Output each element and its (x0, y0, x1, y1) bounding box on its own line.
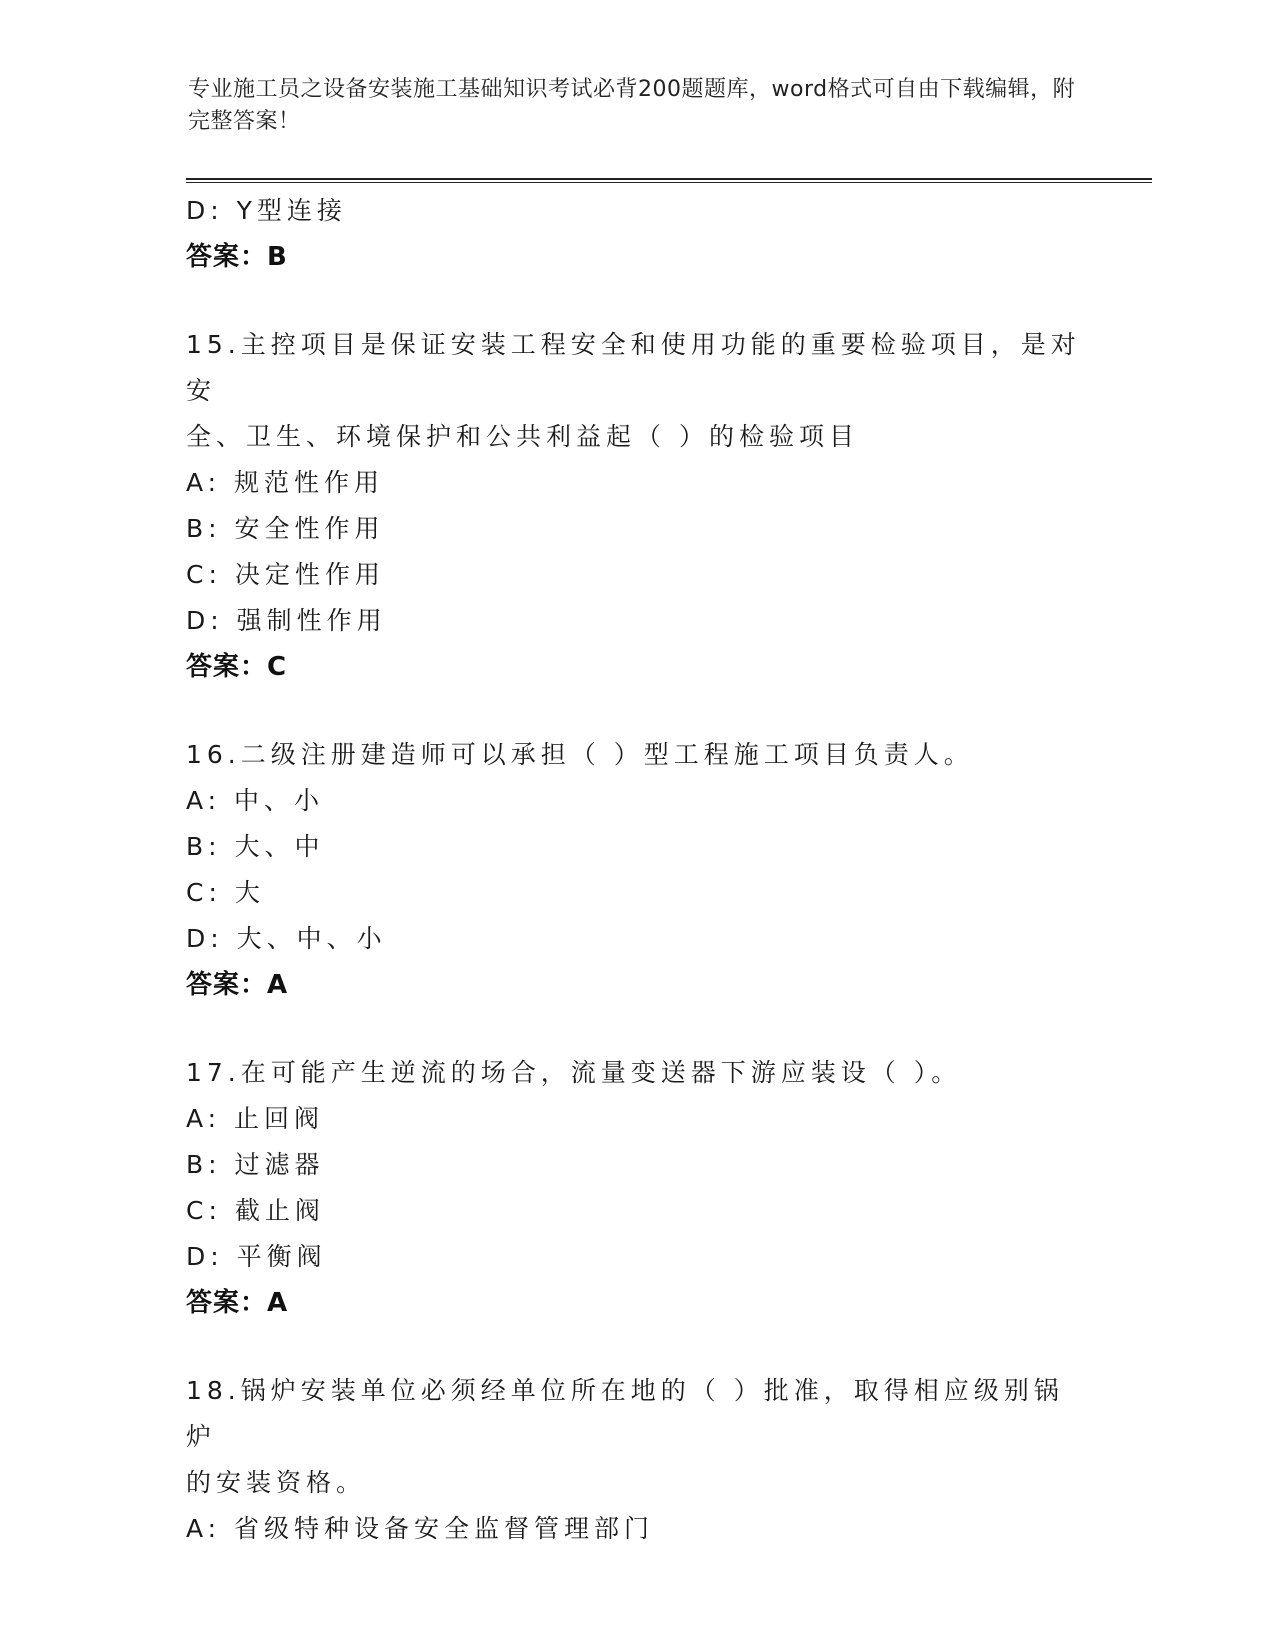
option-c: C: 大 (186, 878, 265, 907)
option-c: C: 截止阀 (186, 1196, 325, 1225)
question-16 (186, 732, 1086, 1008)
option-c: C: 决定性作用 (186, 560, 385, 589)
answer-line: 答案：C (186, 652, 288, 682)
header-divider-thin (186, 182, 1152, 183)
option-a: A: 规范性作用 (186, 468, 385, 497)
option-b: B: 大、中 (186, 832, 325, 861)
option-a: A: 止回阀 (186, 1104, 325, 1133)
question-stem: 16.二级注册建造师可以承担（ ）型工程施工项目负责人。 (186, 740, 974, 769)
option-b: B: 过滤器 (186, 1150, 325, 1179)
answer-line: 答案：B (186, 242, 288, 272)
option-d: D: 大、中、小 (186, 924, 387, 953)
question-17 (186, 1050, 1086, 1326)
option-d: D: 强制性作用 (186, 606, 387, 635)
option-a: A: 中、小 (186, 786, 325, 815)
option-d: D: 平衡阀 (186, 1242, 327, 1271)
question-stem: 15.主控项目是保证安装工程安全和使用功能的重要检验项目，是对安 全、卫生、环境保护和公共利益起（ ）的检验项目 (186, 330, 1081, 451)
document-header: 专业施工员之设备安装施工基础知识考试必背200题题库，word格式可自由下载编辑，附完整答案！ (188, 77, 1076, 134)
option-b: B: 安全性作用 (186, 514, 385, 543)
answer-line: 答案：A (186, 970, 289, 1000)
question-15 (186, 322, 1086, 690)
question-stem: 18.锅炉安装单位必须经单位所在地的（ ）批准，取得相应级别锅炉 的安装资格。 (186, 1376, 1064, 1497)
option-a: A: 省级特种设备安全监督管理部门 (186, 1514, 655, 1543)
answer-line: 答案：A (186, 1288, 289, 1318)
option-d: D: Y型连接 (186, 196, 347, 225)
header-divider (186, 178, 1152, 180)
question-18 (186, 1368, 1086, 1552)
question-stem: 17.在可能产生逆流的场合，流量变送器下游应装设（ ）。 (186, 1058, 962, 1087)
question-list (186, 188, 1086, 1552)
